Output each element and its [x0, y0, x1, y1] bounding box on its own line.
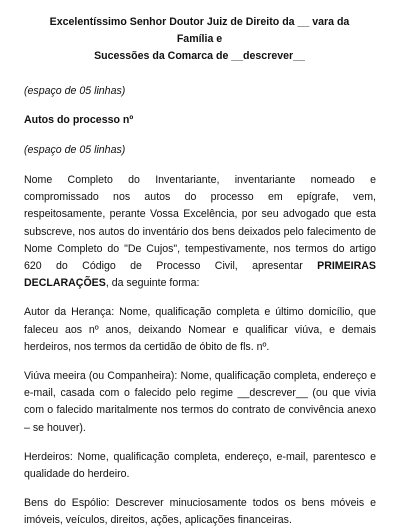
herdeiros-paragraph: Herdeiros: Nome, qualificação completa, endereço, e-mail, parentesco e qualidade do herdeiro.	[24, 450, 376, 481]
intro-text-after: , da seguinte forma:	[105, 277, 200, 290]
intro-paragraph	[24, 172, 376, 292]
intro-text-before: Nome Completo do Inventariante, inventariante nomeado e compromissado nos autos do processo em epígrafe, vem, respeitosamente, perante Vossa Excelência, por seu advogado que esta subscreve, nos autos do inventário dos bens deixados pelo falecimento de Nome Completo do "De Cujos", tempestivamente, nos termos do artigo 620 do Código de Processo Civil, apresentar	[24, 174, 376, 273]
heading-line-1: Excelentíssimo Senhor Doutor Juiz de Direito da __ vara da Família e	[49, 16, 350, 45]
heading-line-2: Sucessões da Comarca de __descrever__	[94, 50, 305, 62]
spacing-note-2: (espaço de 05 linhas)	[24, 144, 126, 156]
heranca-paragraph: Autor da Herança: Nome, qualificação completa e último domicílio, que faleceu aos nº anos, deixando Nomear e qualificar viúva, e demais herdeiros, nos termos da certidão de óbito de fls. nº.	[24, 306, 376, 353]
document-heading	[23, 14, 376, 65]
viuva-paragraph: Viúva meeira (ou Companheira): Nome, qualificação completa, endereço e e-mail, casada com o falecido pelo regime __descrever__ (ou que vivia com o falecido maritalmente nos termos do contrato de convivência anexo – se houver).	[24, 370, 376, 434]
spacing-note-1: (espaço de 05 linhas)	[24, 85, 126, 97]
intro-text-bold: PRIMEIRAS DECLARAÇÕES	[24, 260, 376, 290]
process-number-title: Autos do processo nº	[24, 114, 134, 126]
bens-paragraph: Bens do Espólio: Descrever minuciosamente todos os bens móveis e imóveis, veículos, direitos, ações, aplicações financeiras.	[24, 497, 376, 527]
